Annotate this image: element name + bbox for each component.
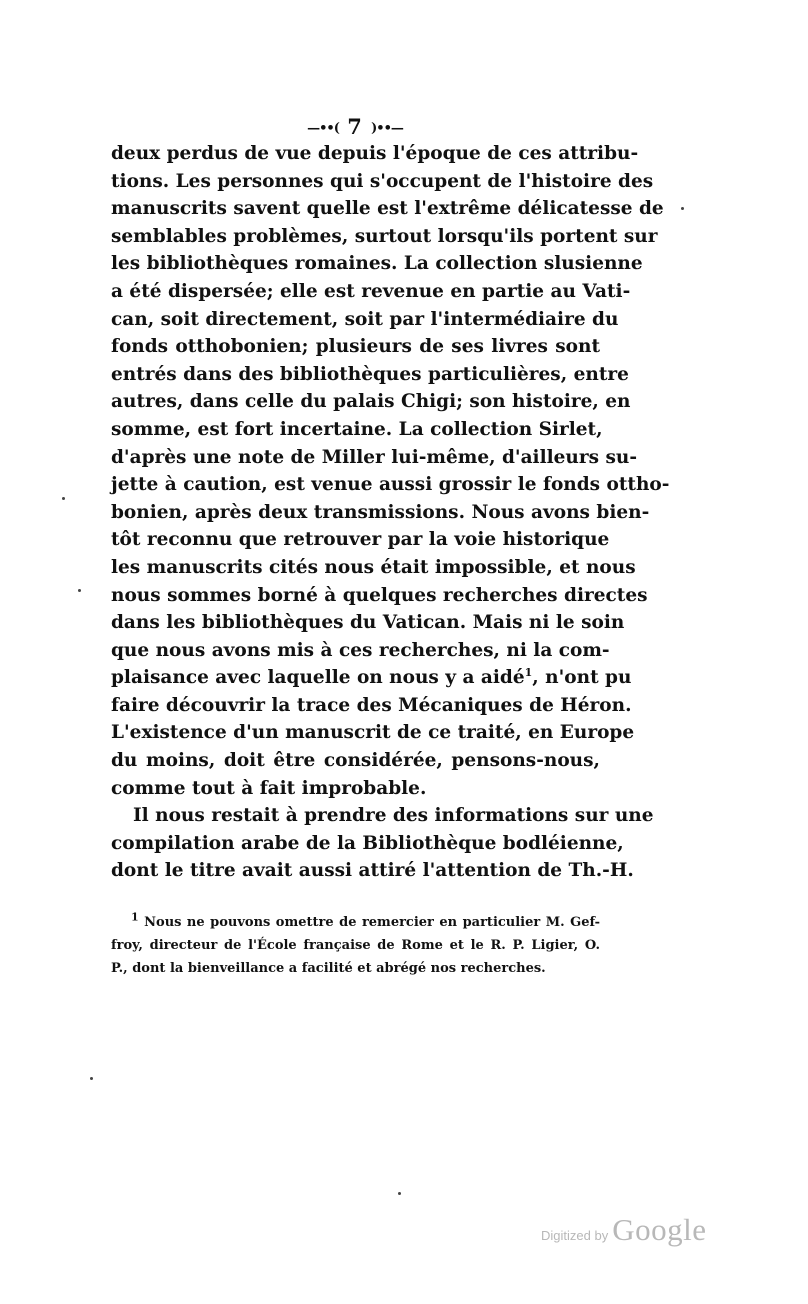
header-ornament-right: )••— bbox=[371, 121, 403, 136]
watermark-prefix: Digitized by bbox=[541, 1228, 609, 1243]
body-text bbox=[111, 140, 670, 885]
header-ornament-left: —••( bbox=[307, 121, 339, 136]
footnote-reference: 1 bbox=[524, 666, 533, 680]
page-number: 7 bbox=[347, 114, 363, 139]
page-header bbox=[0, 114, 710, 139]
text-line: Il nous restait à prendre des informations sur une bbox=[133, 805, 654, 827]
google-logo: Google bbox=[612, 1212, 707, 1247]
text-line: L'existence d'un manuscrit de ce traité, en Europe bbox=[111, 722, 635, 744]
paper-speck bbox=[78, 589, 81, 592]
text-line: fonds otthobonien; plusieurs de ses livres sont bbox=[111, 336, 600, 358]
footnote-text: Nous ne pouvons omettre de remercier en particulier M. Gef- bbox=[144, 915, 600, 930]
footnote-line: froy, directeur de l'École française de Rome et le R. P. Ligier, O. bbox=[111, 938, 600, 953]
paper-speck bbox=[62, 497, 65, 500]
footnote-marker: 1 bbox=[131, 910, 139, 924]
text-fragment: plaisance avec laquelle on nous y a aidé bbox=[111, 667, 525, 689]
text-line: compilation arabe de la Bibliothèque bodléienne, bbox=[111, 832, 624, 854]
text-line: manuscrits savent quelle est l'extrême délicatesse de bbox=[111, 198, 664, 220]
digitized-watermark bbox=[541, 1212, 706, 1248]
paper-speck bbox=[681, 207, 684, 210]
footnote-line bbox=[111, 911, 600, 934]
paper-speck bbox=[90, 1077, 93, 1080]
text-line: tôt reconnu que retrouver par la voie historique bbox=[111, 529, 610, 551]
text-line: dans les bibliothèques du Vatican. Mais ni le soin bbox=[111, 612, 625, 634]
text-line: du moins, doit être considérée, pensons-nous, bbox=[111, 750, 600, 772]
text-line: faire découvrir la trace des Mécaniques de Héron. bbox=[111, 694, 632, 716]
text-line: les bibliothèques romaines. La collection slusienne bbox=[111, 253, 643, 275]
text-line: dont le titre avait aussi attiré l'attention de Th.-H. bbox=[111, 860, 634, 882]
text-line: semblables problèmes, surtout lorsqu'ils portent sur bbox=[111, 225, 658, 247]
text-line: somme, est fort incertaine. La collection Sirlet, bbox=[111, 418, 603, 440]
text-line: bonien, après deux transmissions. Nous avons bien- bbox=[111, 501, 650, 523]
text-line: deux perdus de vue depuis l'époque de ces attribu- bbox=[111, 143, 639, 164]
text-line: a été dispersée; elle est revenue en partie au Vati- bbox=[111, 280, 631, 302]
text-line: d'après une note de Miller lui-même, d'ailleurs su- bbox=[111, 446, 638, 468]
text-line: tions. Les personnes qui s'occupent de l'histoire des bbox=[111, 170, 654, 192]
paper-speck bbox=[398, 1192, 401, 1195]
text-line: les manuscrits cités nous était impossible, et nous bbox=[111, 556, 636, 578]
text-line: nous sommes borné à quelques recherches directes bbox=[111, 584, 648, 606]
text-line-with-note bbox=[111, 664, 632, 692]
text-line: autres, dans celle du palais Chigi; son histoire, en bbox=[111, 391, 631, 413]
text-line: jette à caution, est venue aussi grossir le fonds ottho- bbox=[111, 474, 670, 496]
text-line: comme tout à fait improbable. bbox=[111, 777, 427, 799]
footnote bbox=[111, 911, 600, 980]
text-fragment: , n'ont pu bbox=[532, 667, 632, 689]
text-line: que nous avons mis à ces recherches, ni la com- bbox=[111, 639, 610, 661]
text-line: entrés dans des bibliothèques particulières, entre bbox=[111, 363, 629, 385]
footnote-line: P., dont la bienveillance a facilité et abrégé nos recherches. bbox=[111, 961, 546, 976]
text-line: can, soit directement, soit par l'intermédiaire du bbox=[111, 308, 619, 330]
